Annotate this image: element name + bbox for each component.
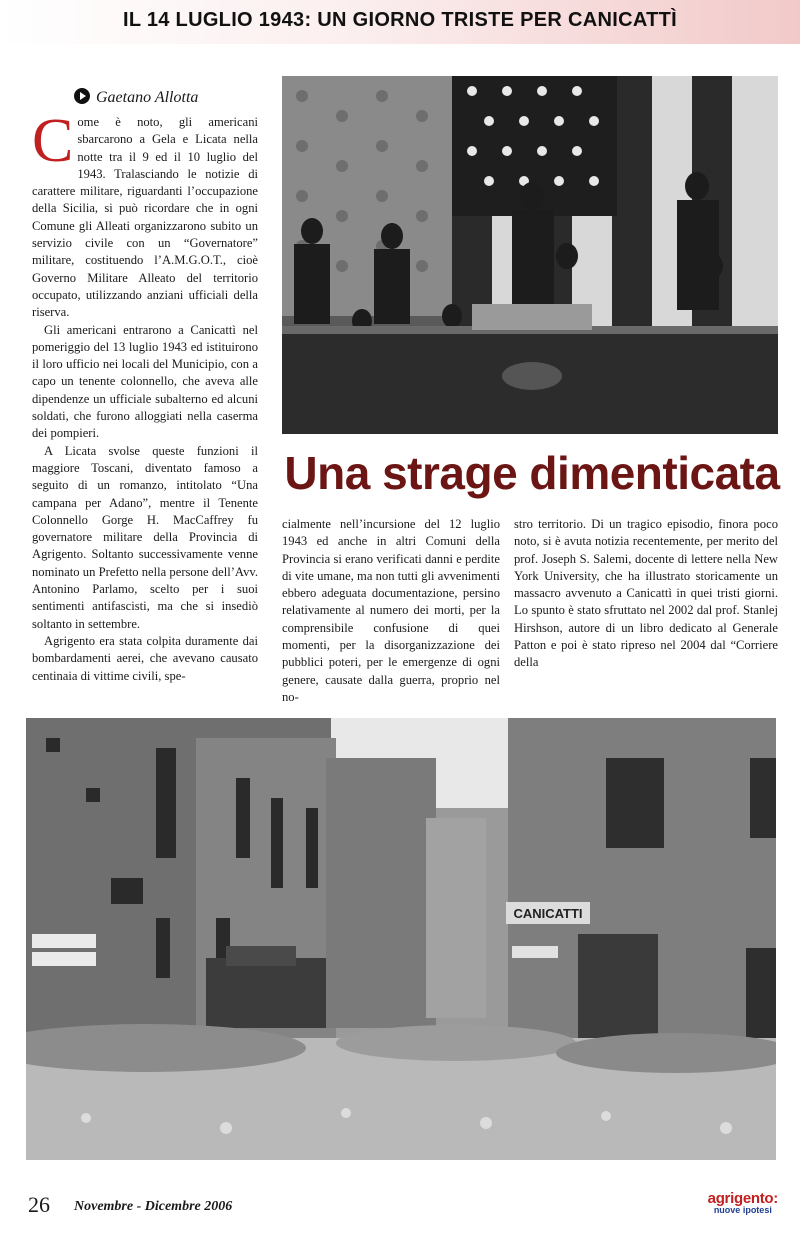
article-paragraph: Agrigento era stata colpita duramente dai bombardamenti aerei, che avevano causato centinaia di vittime civili, spe- <box>32 633 258 683</box>
magazine-subtitle: nuove ipotesi <box>713 1205 772 1215</box>
article-paragraph: stro territorio. Di un tragico episodio, finora poco noto, si è avuta notizia recentemente, per merito del prof. Joseph S. Salemi, docente di lettere nella New York University, che ha illustrato storicamente un massacro avvenuto a Canicattì in quei tristi giorni. Lo spunto è stato sfruttato nel 2002 dal prof. Stanlej Hirshson, autore di un libro dedicato al Generale Patton e poi è stato ripreso nel 2004 dal “Corriere della <box>514 517 778 670</box>
author-byline <box>74 88 198 107</box>
article-headline: Una strage dimenticata <box>284 447 780 499</box>
article-column-middle <box>282 516 500 706</box>
article-paragraph: Gli americani entrarono a Canicattì nel pomeriggio del 13 luglio 1943 ed istituirono il loro ufficio nei locali del Municipio, con a capo un tenente colonnello, che aveva alle dipendenze un ufficiale subalterno ed alcuni soldati, che furono alloggiati nella caserma dei pompieri. <box>32 322 258 441</box>
magazine-name: agrigento: <box>707 1190 778 1207</box>
drop-cap: C <box>32 107 74 175</box>
play-arrow-icon <box>74 88 90 104</box>
article-column-left <box>32 107 258 685</box>
photo-bombed-street <box>26 718 776 1160</box>
article-column-right <box>514 516 778 672</box>
article-paragraph: Come è noto, gli americani sbarcarono a Gela e Licata nella notte tra il 9 ed il 10 luglio del 1943. Tralasciando le notizie di carattere militare, riguardanti l’occupazione della Sicilia, si può ricordare che in ogni Comune gli Alleati organizzarono subito un servizio civile con un “Governatore” militare, costituendo l’A.M.G.O.T., cioè Governo Militare Alleato del territorio occupato, utilizzando anziani ufficiali della riserva. <box>32 107 258 320</box>
article-paragraph: A Licata svolse queste funzioni il maggiore Toscani, diventato famoso a seguito di un romanzo, intitolato “Una campana per Adano”, mentre il Tenente Colonnello Gorge H. MacCaffrey fu governatore militare della Provincia di Agrigento. Soltanto successivamente venne nominato un Prefetto nella persone dell’Avv. Antonino Parlamo, scelto per i suoi sentimenti antifascisti, ma che si insediò soltanto in settembre. <box>32 443 258 631</box>
author-last-name: Allotta <box>154 89 199 106</box>
author-first-name: Gaetano <box>96 89 152 106</box>
canicatti-sign: CANICATTI <box>513 906 583 921</box>
issue-date: Novembre - Dicembre 2006 <box>74 1199 233 1214</box>
page-number: 26 <box>28 1192 50 1217</box>
article-paragraph: cialmente nell’incursione del 12 luglio 1943 ed anche in altri Comuni della Provincia si erano verificati danni e perdite di vite umane, ma non tutti gli avvenimenti ebbero adeguata documentazione, persino relativamente al numero dei morti, per la comprensibile confusione di quei momenti, per la disorganizzazione dei pubblici poteri, per le emergenze di ogni genere, causate dalla guerra, proprio nel no- <box>282 517 500 704</box>
header-title: IL 14 LUGLIO 1943: UN GIORNO TRISTE PER CANICATTÌ <box>122 9 678 31</box>
photo-officials-flag <box>282 76 778 434</box>
magazine-logo <box>708 1190 778 1215</box>
header-band <box>0 0 800 44</box>
